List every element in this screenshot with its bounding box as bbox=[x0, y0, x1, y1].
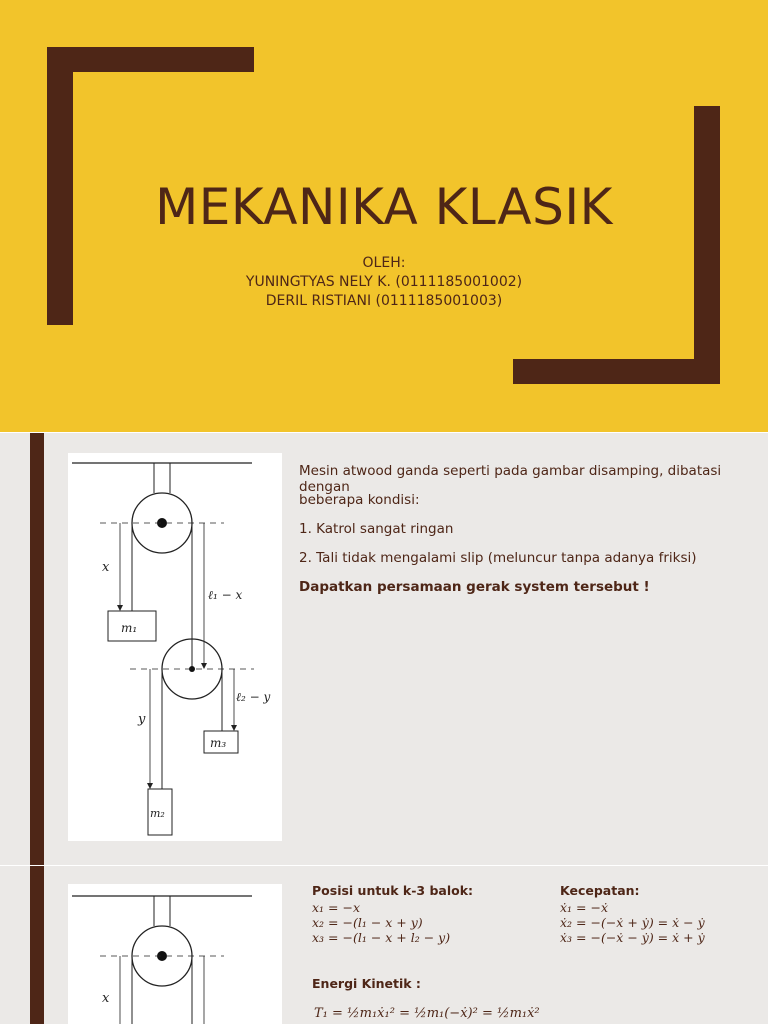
solution-slide bbox=[0, 866, 768, 1024]
atwood-figure-partial bbox=[68, 884, 282, 1024]
label-x: x bbox=[102, 560, 110, 575]
posisi-title: Posisi untuk k-3 balok: bbox=[312, 883, 474, 898]
title-slide bbox=[0, 0, 768, 432]
problem-line-1: Mesin atwood ganda seperti pada gambar disamping, dibatasi dengan bbox=[299, 463, 722, 495]
condition-2: 2. Tali tidak mengalami slip (meluncur tanpa adanya friksi) bbox=[299, 550, 697, 566]
label-m3: m₃ bbox=[210, 736, 227, 750]
problem-line-2: beberapa kondisi: bbox=[299, 492, 420, 508]
atwood-diagram bbox=[68, 453, 282, 841]
author-1: YUNINGTYAS NELY K. (0111185001002) bbox=[245, 274, 523, 290]
label-y: y bbox=[138, 712, 146, 727]
posisi-eq-2: x₂ = −(l₁ − x + y) bbox=[312, 915, 423, 930]
label-l1-minus-x: ℓ₁ − x bbox=[208, 588, 243, 602]
presenter-label: OLEH: bbox=[362, 255, 406, 271]
label-l2-minus-y: ℓ₂ − y bbox=[236, 690, 271, 704]
kecepatan-eq-1: ẋ₁ = −ẋ bbox=[560, 900, 609, 915]
bracket-bottom-right-vertical bbox=[694, 106, 720, 384]
author-2: DERIL RISTIANI (0111185001003) bbox=[265, 293, 503, 309]
condition-1: 1. Katrol sangat ringan bbox=[299, 521, 454, 537]
kecepatan-eq-3: ẋ₃ = −(−ẋ − ẏ) = ẋ + ẏ bbox=[560, 930, 705, 945]
bracket-bottom-right-horizontal bbox=[513, 359, 720, 384]
energi-title: Energi Kinetik : bbox=[312, 976, 421, 991]
kecepatan-eq-2: ẋ₂ = −(−ẋ + ẏ) = ẋ − ẏ bbox=[560, 915, 705, 930]
posisi-eq-3: x₃ = −(l₁ − x + l₂ − y) bbox=[312, 930, 451, 945]
posisi-eq-1: x₁ = −x bbox=[312, 900, 361, 915]
bracket-top-left-horizontal bbox=[47, 47, 254, 72]
label-m2: m₂ bbox=[150, 807, 165, 820]
task-statement: Dapatkan persamaan gerak system tersebut ! bbox=[299, 579, 650, 595]
label-x-2: x bbox=[102, 991, 110, 1006]
atwood-diagram-partial bbox=[68, 884, 282, 1024]
accent-stripe-2 bbox=[30, 866, 44, 1024]
problem-slide bbox=[0, 433, 768, 865]
kecepatan-title: Kecepatan: bbox=[560, 883, 640, 898]
energi-eq-1: T₁ = ½m₁ẋ₁² = ½m₁(−ẋ)² = ½m₁ẋ² bbox=[314, 1006, 540, 1021]
label-m1: m₁ bbox=[121, 621, 138, 635]
slide-title: MEKANIKA KLASIK bbox=[155, 178, 613, 236]
accent-stripe bbox=[30, 433, 44, 865]
atwood-figure bbox=[68, 453, 282, 841]
